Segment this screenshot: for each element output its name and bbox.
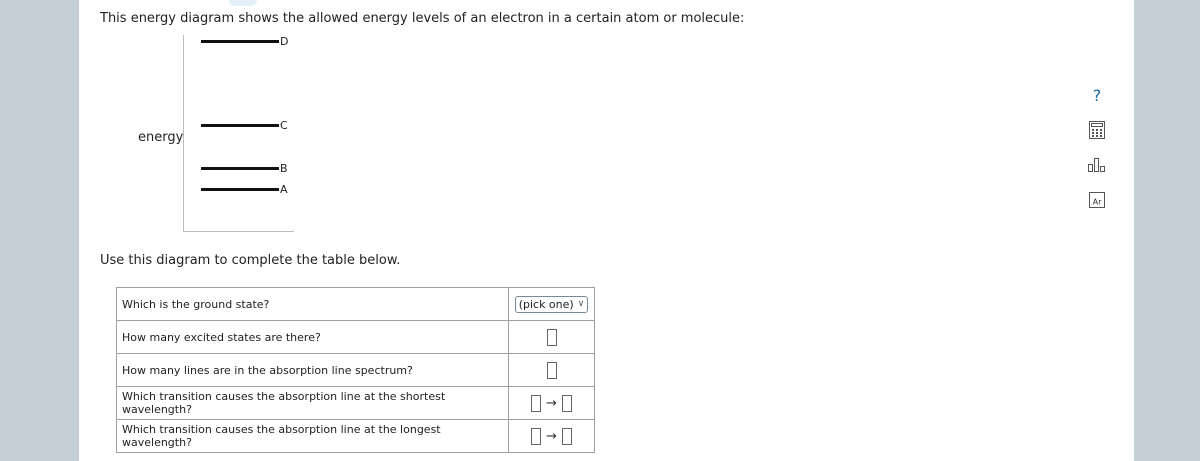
tool-sidebar	[1087, 85, 1107, 225]
ground-state-select[interactable]	[515, 296, 589, 313]
table-row	[117, 387, 595, 420]
question-text: How many excited states are there?	[117, 321, 509, 354]
energy-diagram	[183, 35, 294, 232]
answer-cell	[509, 321, 595, 354]
table-row	[117, 354, 595, 387]
answer-cell	[509, 420, 595, 453]
answer-cell	[509, 288, 595, 321]
periodic-symbol: Ar	[1092, 197, 1102, 207]
excited-states-input[interactable]	[547, 329, 557, 346]
calculator-icon[interactable]	[1087, 120, 1107, 140]
arrow-right-icon: →	[546, 428, 557, 444]
question-text: Which transition causes the absorption line at the shortest wavelength?	[117, 387, 509, 420]
top-tab[interactable]	[229, 0, 257, 6]
energy-level-b	[201, 167, 279, 170]
absorption-lines-input[interactable]	[547, 362, 557, 379]
energy-level-c	[201, 124, 279, 127]
help-symbol: ?	[1092, 85, 1102, 105]
longest-to-input[interactable]	[562, 428, 572, 445]
question-text: Which is the ground state?	[117, 288, 509, 321]
answer-cell	[509, 354, 595, 387]
level-label-b: B	[280, 162, 288, 175]
select-value: (pick one)	[518, 297, 574, 311]
level-label-d: D	[280, 35, 289, 48]
question-text: Which transition causes the absorption line at the longest wavelength?	[117, 420, 509, 453]
intro-text: This energy diagram shows the allowed energy levels of an electron in a certain atom or molecule:	[100, 11, 745, 26]
answer-cell	[509, 387, 595, 420]
level-label-c: C	[280, 119, 288, 132]
question-text: How many lines are in the absorption line spectrum?	[117, 354, 509, 387]
energy-level-a	[201, 188, 279, 191]
shortest-to-input[interactable]	[562, 395, 572, 412]
energy-level-d	[201, 40, 279, 43]
table-row	[117, 420, 595, 453]
periodic-table-icon[interactable]	[1087, 190, 1107, 210]
table-row	[117, 288, 595, 321]
answer-table	[116, 287, 595, 453]
arrow-right-icon: →	[546, 395, 557, 411]
question-panel	[79, 0, 1134, 461]
chevron-down-icon: ∨	[577, 298, 585, 309]
table-row	[117, 321, 595, 354]
bar-chart-icon[interactable]	[1087, 155, 1107, 175]
shortest-from-input[interactable]	[531, 395, 541, 412]
longest-from-input[interactable]	[531, 428, 541, 445]
help-icon[interactable]	[1087, 85, 1107, 105]
instruction-text: Use this diagram to complete the table below.	[100, 253, 401, 268]
energy-axis-label: energy	[138, 130, 184, 145]
level-label-a: A	[280, 183, 288, 196]
